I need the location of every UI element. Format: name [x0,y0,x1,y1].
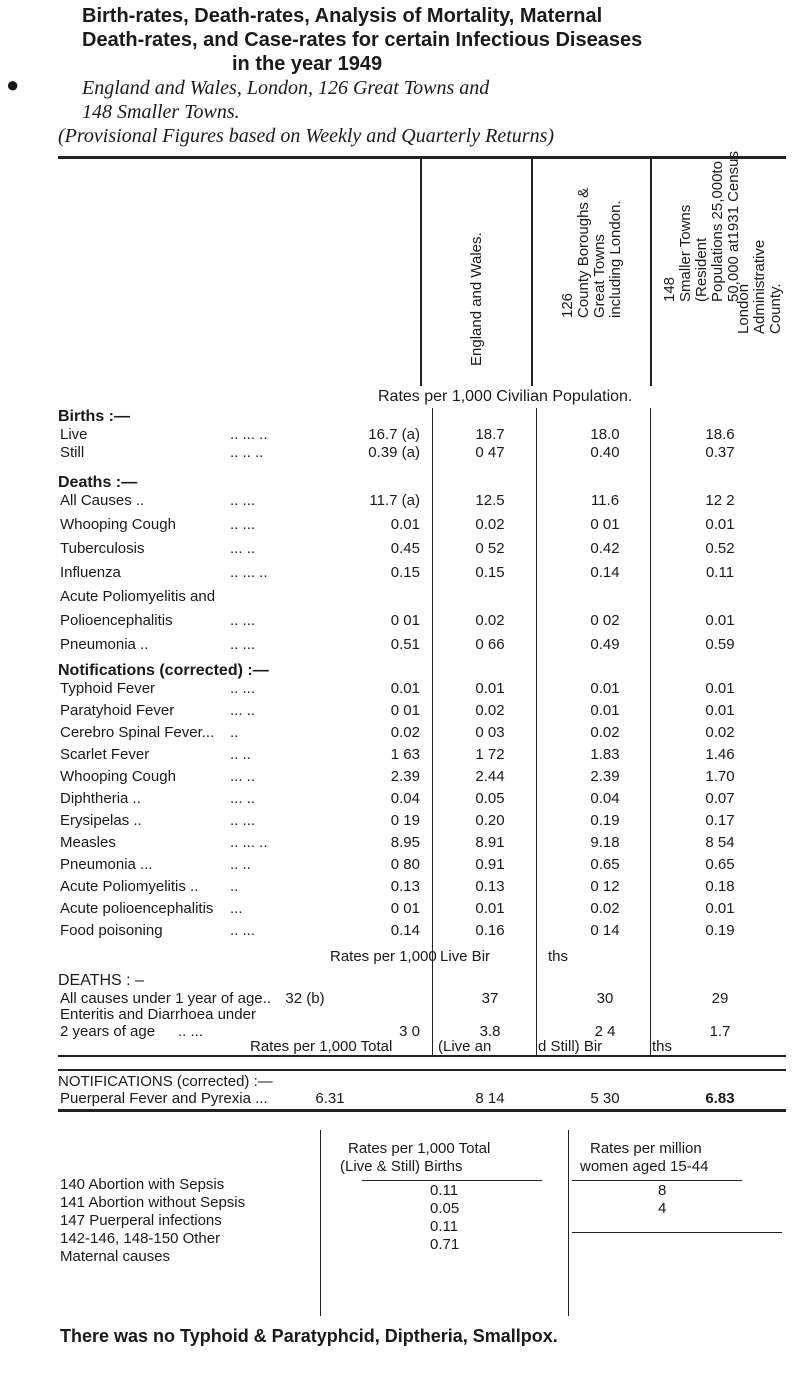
body-divider-2 [536,408,537,1056]
deaths-row-value: 0.01 [705,516,735,533]
enteritis-label-a: Enteritis and Diarrhoea under [60,1006,256,1023]
puerperal-126: 8 14 [475,1090,505,1107]
notifications-row-value: 0.04 [390,790,420,807]
footer-note: There was no Typhoid & Paratyphcid, Diptheria, Smallpox. [60,1326,558,1346]
maternal-col2-head-b: women aged 15-44 [580,1158,709,1175]
deaths-row-value: 11.7 (a) [369,492,420,509]
maternal-head-rule-3 [572,1232,782,1233]
maternal-row-label: 142-146, 148-150 Other [60,1230,221,1247]
notifications-row-label: Measles [60,834,116,851]
notifications-row-dots: .. .. [230,856,251,873]
notifications-row-value: 1.46 [705,746,735,763]
puerperal-london: 6.83 [705,1090,735,1107]
notifications-row-value: 1.83 [590,746,620,763]
notifications-row-value: 0.05 [475,790,505,807]
notifications-row-value: 0.01 [705,900,735,917]
deaths-row-label: Influenza [60,564,121,581]
deaths-row-value: 0.45 [390,540,420,557]
col-header-england [422,175,531,382]
enteritis-label-b: 2 years of age [60,1023,156,1040]
maternal-row-rate: 0.11 [430,1218,459,1235]
maternal-row-label: 140 Abortion with Sepsis [60,1176,225,1193]
section-deaths [58,474,137,492]
births-row-value: 0.40 [590,444,620,461]
notifications-row-value: 0.13 [390,878,420,895]
notifications-row-label: Erysipelas .. [60,812,142,829]
deaths-row-value: 0.15 [390,564,420,581]
notifications-row-value: 2.39 [390,768,420,785]
notifications-row-label: Food poisoning [60,922,163,939]
infant-deaths-126: 37 [481,990,499,1007]
notifications-row-value: 0.01 [590,680,620,697]
total-note-c: d Still) Bir [538,1038,603,1055]
births-row-dots: .. .. .. [230,444,264,461]
enteritis-126: 3.8 [479,1023,501,1040]
maternal-row-label: 147 Puerperal infections [60,1212,222,1229]
deaths-row-value: 0.01 [705,612,735,629]
births-row-label: Still [60,444,85,461]
notifications-row-value: 0 12 [590,878,620,895]
col-header-great-towns [533,175,650,382]
deaths-row-label: Polioencephalitis [60,612,173,629]
notifications-row-value: 0 01 [390,702,420,719]
maternal-col2-head-a: Rates per million [590,1140,702,1157]
notifications-row-value: 2.39 [590,768,620,785]
notifications-row-dots: ... .. [230,790,256,807]
section-notifications-label: Notifications (corrected) :— [58,662,269,679]
table-bottom-rule [58,1055,786,1057]
notifications-row-value: 0.01 [475,680,505,697]
deaths-row-value: 12 2 [705,492,735,509]
puerperal-148: 5 30 [590,1090,620,1107]
notifications-row-value: 0.13 [475,878,505,895]
maternal-row-rate: 0.71 [430,1236,460,1253]
enteritis-dots: .. ... [178,1023,204,1040]
births-row-dots: .. ... .. [230,426,268,443]
notifications-row-value: 0.14 [390,922,420,939]
notifications-row-label: Typhoid Fever [60,680,156,697]
deaths-row-dots: .. ... [230,516,256,533]
deaths-row-value: 0 02 [590,612,620,629]
notifications-row-value: 8.95 [390,834,420,851]
infant-deaths-148: 30 [596,990,614,1007]
section-births [58,408,130,426]
notifications-row-value: 0.91 [475,856,505,873]
deaths-row-label: Pneumonia .. [60,636,149,653]
infant-deaths-ew: 32 (b) [285,990,325,1007]
deaths-row-dots: .. ... [230,636,256,653]
deaths-row-dots: ... .. [230,540,256,557]
live-births-note-a: Live Bir [440,948,491,965]
enteritis-148: 2 4 [594,1023,616,1040]
section-notifications [58,662,269,680]
notifications-row-value: 1.70 [705,768,735,785]
maternal-row-rate: 0.11 [430,1182,459,1199]
notifications-row-label: Cerebro Spinal Fever... [60,724,215,741]
notifications-row-value: 2.44 [475,768,505,785]
rates-note: Rates per 1,000 [330,948,437,965]
notifications-row-value: 0.01 [590,702,620,719]
notifications-row-value: 0.19 [705,922,735,939]
rates-caption: Rates per 1,000 Civilian Population. [378,388,633,405]
deaths-row-value: 0.59 [705,636,735,653]
notifications-row-value: 0.17 [705,812,735,829]
notifications-row-value: 0 80 [390,856,420,873]
notifications-row-value: 0.65 [705,856,735,873]
notifications-row-value: 0.07 [705,790,735,807]
notifications-row-label: Acute polioencephalitis [60,900,214,917]
notifications-row-dots: .. [230,724,239,741]
notifications-row-value: 0.01 [475,900,505,917]
notifications2-top-rule [58,1069,786,1071]
maternal-col1-head-b: (Live & Still) Births [340,1158,463,1175]
notifications-row-value: 0 01 [390,900,420,917]
births-row-label: Live [60,426,88,443]
maternal-row-million: 8 [658,1182,667,1199]
subtitle-line-3: (Provisional Figures based on Weekly and Quarterly Returns) [58,125,555,147]
notifications-row-value: 0 19 [390,812,420,829]
puerperal-ew: 6.31 [315,1090,345,1107]
notifications-row-dots: .. ... .. [230,834,268,851]
deaths-row-value: 0.52 [705,540,735,557]
notifications-row-dots: .. ... [230,812,256,829]
notifications-row-label: Scarlet Fever [60,746,150,763]
total-note-b: (Live an [438,1038,492,1055]
maternal-row-million: 4 [658,1200,667,1217]
maternal-col1-head-a: Rates per 1,000 Total [348,1140,491,1157]
deaths-row-label: Acute Poliomyelitis and [60,588,216,605]
maternal-row-rate: 0.05 [430,1200,460,1217]
notifications-row-dots: ... .. [230,702,256,719]
notifications-row-dots: ... [230,900,243,917]
title-line-2: Death-rates, and Case-rates for certain Infectious Diseases [82,29,643,51]
bullet-mark: ● [6,72,20,97]
deaths-row-dots: .. ... [230,612,256,629]
notifications2-bottom-rule [58,1109,786,1112]
notifications-row-dots: .. ... [230,922,256,939]
total-rates-note: Rates per 1,000 Total [250,1038,393,1055]
notifications-row-dots: .. [230,878,239,895]
deaths-row-value: 0.51 [390,636,420,653]
deaths-row-value: 0.15 [475,564,505,581]
births-row-value: 0.39 (a) [368,444,420,461]
notifications-row-value: 0.19 [590,812,620,829]
maternal-row-label: Maternal causes [60,1248,171,1265]
maternal-head-rule-1 [362,1180,542,1181]
notifications-row-label: Acute Poliomyelitis .. [60,878,199,895]
maternal-divider-1 [320,1130,321,1316]
notifications-row-value: 0.02 [475,702,505,719]
section-notifications-2-label: NOTIFICATIONS (corrected) :— [58,1073,273,1090]
page-title [82,4,782,76]
title-line-3: in the year 1949 [232,53,383,75]
deaths-row-value: 0 01 [590,516,620,533]
notifications-row-value: 8 54 [705,834,735,851]
infant-deaths-london: 29 [711,990,729,1007]
deaths-row-value: 0.01 [390,516,420,533]
notifications-row-value: 8.91 [475,834,505,851]
births-row-value: 18.0 [590,426,620,443]
maternal-divider-2 [568,1130,569,1316]
deaths-row-value: 0.14 [590,564,620,581]
notifications-row-value: 1 63 [390,746,420,763]
births-row-value: 0 47 [475,444,505,461]
col-header-great-towns-text: 126 County Boroughs & Great Towns including London. [558,187,624,318]
deaths-row-value: 12.5 [475,492,505,509]
col-header-london [730,175,790,382]
deaths-row-dots: .. ... [230,492,256,509]
section-deaths-infant-label: DEATHS : – [58,972,144,989]
notifications-row-label: Paratyhoid Fever [60,702,175,719]
deaths-row-value: 0 01 [390,612,420,629]
deaths-row-value: 0 52 [475,540,505,557]
section-deaths-infant [58,972,144,990]
births-row-value: 18.6 [705,426,735,443]
deaths-row-value: 0.49 [590,636,620,653]
notifications-row-value: 9.18 [590,834,620,851]
notifications-row-dots: .. .. [230,746,251,763]
deaths-row-dots: .. ... .. [230,564,268,581]
notifications-row-label: Diphtheria .. [60,790,141,807]
notifications-row-value: 0.04 [590,790,620,807]
notifications-row-label: Whooping Cough [60,768,176,785]
deaths-row-value: 0.11 [705,564,735,581]
live-births-note-b: ths [548,948,569,965]
title-line-1: Birth-rates, Death-rates, Analysis of Mortality, Maternal [82,5,603,27]
section-deaths-label: Deaths :— [58,474,138,491]
notifications-row-value: 0.18 [705,878,735,895]
total-note-d: ths [652,1038,673,1055]
notifications-row-value: 0.02 [590,900,620,917]
notifications-row-value: 0.16 [475,922,505,939]
notifications-row-value: 0.20 [475,812,505,829]
notifications-row-value: 0.02 [705,724,735,741]
deaths-row-value: 0 66 [475,636,505,653]
col-header-london-text: London Administrative County. [735,239,784,334]
births-row-value: 0.37 [705,444,735,461]
col-header-smaller-towns-text: 148 Smaller Towns (Resident Populations 25,000to 50,000 at1931 Census [661,151,742,302]
deaths-row-label: Tuberculosis [60,540,145,557]
enteritis-ew: 3 0 [399,1023,420,1040]
notifications-row-value: 1 72 [475,746,505,763]
section-notifications-2 [58,1073,273,1090]
notifications-row-value: 0.02 [590,724,620,741]
col-header-england-text: England and Wales. [467,232,485,366]
enteritis-london: 1.7 [709,1023,731,1040]
notifications-row-value: 0.01 [390,680,420,697]
notifications-row-value: 0.65 [590,856,620,873]
subtitle-line-2: 148 Smaller Towns. [82,101,240,123]
notifications-row-value: 0 14 [590,922,620,939]
puerperal-label: Puerperal Fever and Pyrexia ... [60,1090,268,1107]
deaths-row-label: All Causes .. [60,492,145,509]
infant-deaths-label: All causes under 1 year of age.. [60,990,271,1007]
section-births-label: Births :— [58,408,130,425]
notifications-row-value: 0.01 [705,680,735,697]
maternal-head-rule-2 [572,1180,742,1181]
notifications-row-label: Pneumonia ... [60,856,153,873]
deaths-row-value: 0.02 [475,612,505,629]
deaths-row-label: Whooping Cough [60,516,176,533]
notifications-row-dots: .. ... [230,680,256,697]
notifications-row-value: 0.01 [705,702,735,719]
births-row-value: 16.7 (a) [368,426,420,443]
births-row-value: 18.7 [475,426,505,443]
subtitle-line-1: England and Wales, London, 126 Great Towns and [82,77,490,99]
notifications-row-value: 0 03 [475,724,505,741]
deaths-row-value: 0.42 [590,540,620,557]
notifications-row-dots: ... .. [230,768,256,785]
maternal-row-label: 141 Abortion without Sepsis [60,1194,246,1211]
deaths-row-value: 11.6 [590,492,620,509]
deaths-row-value: 0.02 [475,516,505,533]
notifications-row-value: 0.02 [390,724,420,741]
